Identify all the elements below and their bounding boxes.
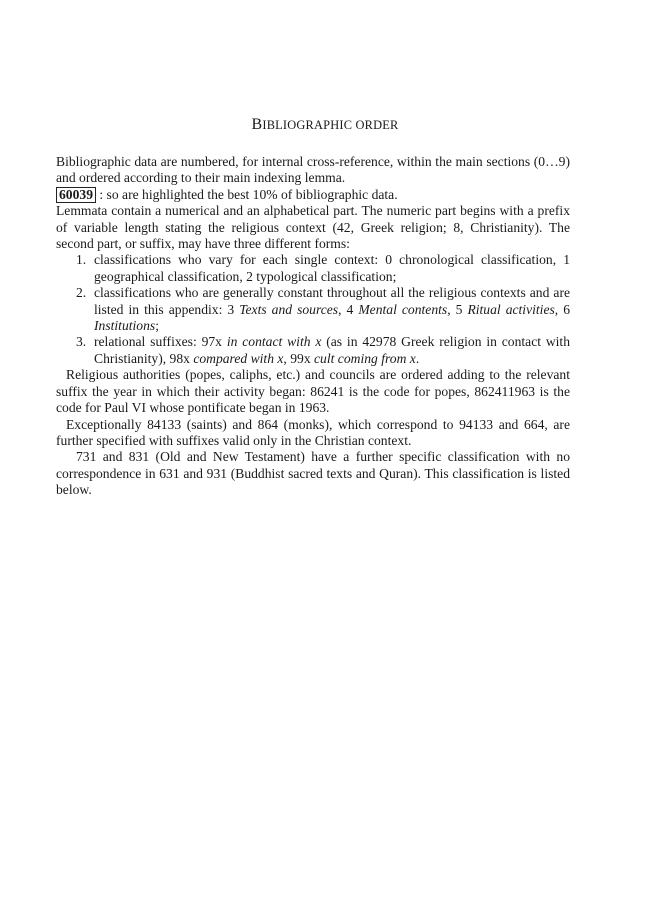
lemmata-paragraph: Lemmata contain a numerical and an alphabetical part. The numeric part begins with a prefix of variable length stating the religious context (42, Greek religion; 8, Christianity). The second part, or suffix, may have three different forms: bbox=[56, 203, 570, 252]
list-text: ; bbox=[155, 318, 159, 334]
list-text: (as in 42978 Greek religion in contact with Christianity), 98x bbox=[94, 334, 571, 366]
list-text: , 99x bbox=[283, 350, 315, 366]
italic-term: Mental contents bbox=[358, 301, 448, 317]
list-text: . bbox=[415, 350, 420, 366]
italic-term: Institutions bbox=[94, 318, 156, 334]
title-rest: IBLIOGRAPHIC ORDER bbox=[262, 118, 399, 132]
italic-term: in contact with x bbox=[226, 334, 322, 350]
list-text: relational suffixes: 97x bbox=[94, 334, 227, 350]
italic-term: compared with x bbox=[193, 350, 284, 366]
sample-code-box: 60039 bbox=[56, 187, 96, 203]
list-text: , 6 bbox=[554, 301, 570, 317]
page-title bbox=[0, 116, 650, 134]
list-item bbox=[56, 252, 570, 285]
italic-term: cult coming from x bbox=[314, 350, 416, 366]
title-initial: B bbox=[251, 116, 263, 133]
sample-line bbox=[56, 187, 570, 203]
list-text: classifications who vary for each single context: 0 chronological classification, 1 geographical classification, 2 typological classification; bbox=[94, 252, 570, 284]
body-text bbox=[56, 154, 570, 499]
list-text: , 5 bbox=[447, 301, 468, 317]
list-item bbox=[56, 334, 570, 367]
exceptions-paragraph: Exceptionally 84133 (saints) and 864 (monks), which correspond to 94133 and 664, are further specified with suffixes valid only in the Christian context. bbox=[56, 416, 570, 448]
italic-term: Ritual activities bbox=[467, 301, 555, 317]
list-number: 3. bbox=[76, 334, 87, 350]
intro-paragraph: Bibliographic data are numbered, for internal cross-reference, within the main sections (0…9) and ordered according to their main indexing lemma. bbox=[56, 154, 570, 186]
authorities-paragraph: Religious authorities (popes, caliphs, etc.) and councils are ordered adding to the relevant suffix the year in which their activity began: 86241 is the code for popes, 862411963 is the code for Paul VI whose pontificate began in 1963. bbox=[56, 367, 570, 416]
suffix-forms-list bbox=[56, 252, 570, 367]
list-text: classifications who are generally constant throughout all the religious contexts and are listed in this appendix: 3 bbox=[94, 285, 570, 317]
sample-note: : so are highlighted the best 10% of bibliographic data. bbox=[95, 186, 398, 202]
list-item bbox=[56, 285, 570, 334]
list-number: 1. bbox=[76, 252, 87, 268]
list-text: , 4 bbox=[338, 301, 359, 317]
testament-paragraph: 731 and 831 (Old and New Testament) have a further specific classification with no correspondence in 631 and 931 (Buddhist sacred texts and Quran). This classification is listed below. bbox=[56, 449, 570, 498]
italic-term: Texts and sources bbox=[239, 301, 339, 317]
list-number: 2. bbox=[76, 285, 87, 301]
